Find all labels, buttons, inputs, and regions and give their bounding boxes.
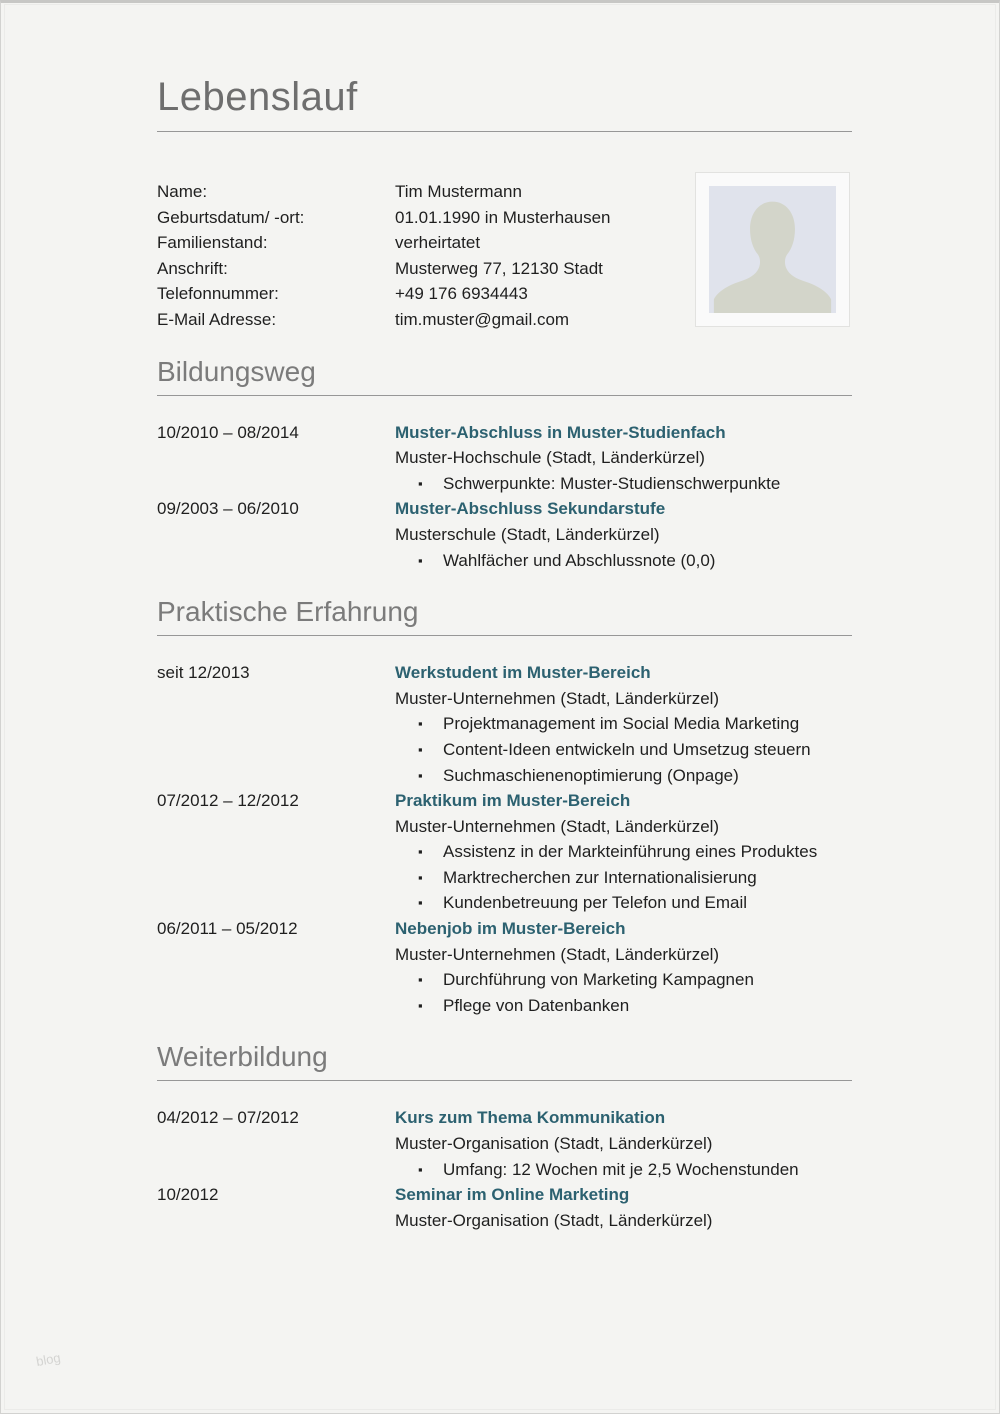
entry-date: 10/2010 – 08/2014 bbox=[157, 422, 299, 442]
info-label: Name: bbox=[157, 182, 208, 201]
bullet-item: ▪ Durchführung von Marketing Kampagnen bbox=[395, 967, 852, 993]
info-label: Geburtsdatum/ -ort: bbox=[157, 207, 305, 227]
entry-date: 04/2012 – 07/2012 bbox=[157, 1108, 299, 1128]
entry-title: Praktikum im Muster-Bereich bbox=[395, 791, 631, 811]
bullet-item: ▪ Wahlfächer und Abschlussnote (0,0) bbox=[395, 548, 852, 574]
entry-body bbox=[395, 916, 852, 1018]
entry-organization: Muster-Hochschule (Stadt, Länderkürzel) bbox=[395, 448, 705, 468]
info-row bbox=[157, 281, 852, 307]
entry-body bbox=[395, 788, 852, 916]
entry-date: 09/2003 – 06/2010 bbox=[157, 499, 299, 519]
section-heading: Praktische Erfahrung bbox=[157, 596, 419, 628]
document-content bbox=[157, 0, 852, 1233]
entry-organization: Muster-Organisation (Stadt, Länderkürzel) bbox=[395, 1134, 713, 1154]
entry bbox=[157, 496, 852, 573]
entry-body bbox=[395, 1105, 852, 1182]
entry-organization: Muster-Unternehmen (Stadt, Länderkürzel) bbox=[395, 944, 720, 964]
info-label: Anschrift: bbox=[157, 258, 228, 278]
entry-date: seit 12/2013 bbox=[157, 663, 250, 683]
personal-info bbox=[157, 179, 852, 333]
entry-body bbox=[395, 496, 852, 573]
watermark: blog bbox=[34, 1349, 62, 1370]
entry-organization: Musterschule (Stadt, Länderkürzel) bbox=[395, 524, 660, 544]
info-value: Musterweg 77, 12130 Stadt bbox=[395, 258, 603, 278]
entry-body bbox=[395, 1182, 852, 1233]
info-value: verheirtatet bbox=[395, 233, 481, 253]
section-heading: Weiterbildung bbox=[157, 1041, 328, 1073]
entry-date: 07/2012 – 12/2012 bbox=[157, 791, 299, 811]
entry-organization: Muster-Unternehmen (Stadt, Länderkürzel) bbox=[395, 688, 720, 708]
entry-organization: Muster-Organisation (Stadt, Länderkürzel) bbox=[395, 1210, 713, 1230]
info-label: E-Mail Adresse: bbox=[157, 309, 277, 329]
section-entries bbox=[157, 660, 852, 1018]
entry bbox=[157, 1182, 852, 1233]
entry bbox=[157, 420, 852, 497]
entry bbox=[157, 1105, 852, 1182]
entry-date: 10/2012 bbox=[157, 1185, 219, 1205]
section-heading: Bildungsweg bbox=[157, 355, 316, 387]
entry-bullets bbox=[395, 967, 852, 1018]
entry-bullets bbox=[395, 711, 852, 788]
section-divider bbox=[157, 1080, 852, 1081]
page-title: Lebenslauf bbox=[157, 75, 358, 119]
bullet-item: ▪ Marktrecherchen zur Internationalisierung bbox=[395, 865, 852, 891]
section-bildungsweg bbox=[157, 357, 852, 574]
info-row bbox=[157, 307, 852, 333]
bullet-item: ▪ Content-Ideen entwickeln und Umsetzug steuern bbox=[395, 737, 852, 763]
bullet-item: ▪ Assistenz in der Markteinführung eines Produktes bbox=[395, 839, 852, 865]
entry-bullets bbox=[395, 1157, 852, 1183]
entry-bullets bbox=[395, 839, 852, 916]
entry-bullets bbox=[395, 471, 852, 497]
bullet-item: ▪ Umfang: 12 Wochen mit je 2,5 Wochenstunden bbox=[395, 1157, 852, 1183]
info-label: Familienstand: bbox=[157, 233, 268, 253]
entry-title: Muster-Abschluss Sekundarstufe bbox=[395, 499, 666, 519]
section-divider bbox=[157, 395, 852, 396]
entry-bullets bbox=[395, 548, 852, 574]
bullet-item: ▪ Projektmanagement im Social Media Marketing bbox=[395, 711, 852, 737]
entry-title: Kurs zum Thema Kommunikation bbox=[395, 1108, 666, 1128]
entry-title: Werkstudent im Muster-Bereich bbox=[395, 663, 651, 683]
entry-title: Nebenjob im Muster-Bereich bbox=[395, 919, 626, 939]
title-divider bbox=[157, 131, 852, 132]
bullet-item: ▪ Suchmaschienenoptimierung (Onpage) bbox=[395, 763, 852, 789]
entry-body bbox=[395, 420, 852, 497]
entry-organization: Muster-Unternehmen (Stadt, Länderkürzel) bbox=[395, 816, 720, 836]
section-praktische-erfahrung bbox=[157, 597, 852, 1018]
section-divider bbox=[157, 635, 852, 636]
entry bbox=[157, 788, 852, 916]
info-value: tim.muster@gmail.com bbox=[395, 309, 570, 329]
entry-body bbox=[395, 660, 852, 788]
bullet-item: ▪ Pflege von Datenbanken bbox=[395, 993, 852, 1019]
section-entries bbox=[157, 420, 852, 574]
info-value: Tim Mustermann bbox=[395, 182, 522, 201]
bullet-item: ▪ Schwerpunkte: Muster-Studienschwerpunkte bbox=[395, 471, 852, 497]
bullet-item: ▪ Kundenbetreuung per Telefon und Email bbox=[395, 890, 852, 916]
info-label: Telefonnummer: bbox=[157, 284, 279, 304]
entry-title: Seminar im Online Marketing bbox=[395, 1185, 630, 1205]
info-row bbox=[157, 205, 852, 231]
info-value: 01.01.1990 in Musterhausen bbox=[395, 207, 611, 227]
info-row bbox=[157, 230, 852, 256]
entry-title: Muster-Abschluss in Muster-Studienfach bbox=[395, 422, 726, 442]
info-row bbox=[157, 256, 852, 282]
info-value: +49 176 6934443 bbox=[395, 284, 528, 304]
section-entries bbox=[157, 1105, 852, 1233]
entry bbox=[157, 660, 852, 788]
info-row bbox=[157, 179, 852, 205]
section-weiterbildung bbox=[157, 1042, 852, 1233]
entry-date: 06/2011 – 05/2012 bbox=[157, 919, 298, 939]
entry bbox=[157, 916, 852, 1018]
